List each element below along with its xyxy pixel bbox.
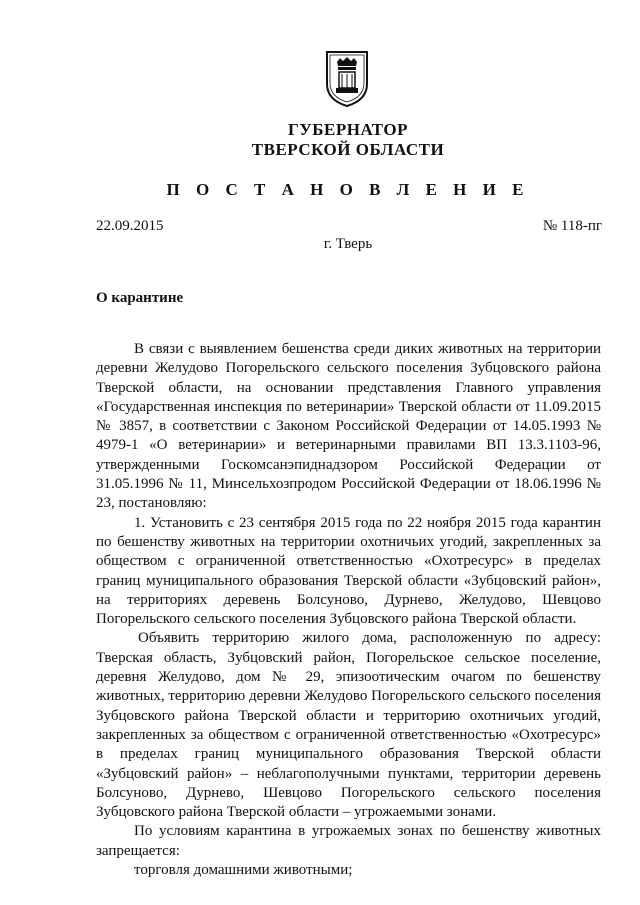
governor-title: ГУБЕРНАТОР xyxy=(288,120,408,139)
document-date: 22.09.2015 xyxy=(96,218,164,234)
paragraph-conditions: По условиям карантина в угрожаемых зонах по бешенству животных запрещается: xyxy=(96,823,601,859)
paragraph-item-1: 1. Установить с 23 сентября 2015 года по 22 ноября 2015 года карантин по бешенству животных на территории охотничьих угодий, закрепленных за обществом с ограниченной ответственностью «Охотресурс» в пределах границ муниципального образования Тверской области «Зубцовский район», на территориях деревень Болсуново, Дурнево, Желудово, Шевцово Погорельского сельского поселения Зубцовского района Тверской области. xyxy=(96,514,601,628)
paragraph-prohibition-1: торговля домашними животными; xyxy=(134,862,353,879)
document-subject: О карантине xyxy=(96,290,184,306)
region-title: ТВЕРСКОЙ ОБЛАСТИ xyxy=(251,140,445,159)
document-city: г. Тверь xyxy=(323,236,373,252)
document-body xyxy=(96,340,601,880)
document-number: № 118-пг xyxy=(542,218,602,234)
tver-coat-of-arms-icon xyxy=(325,50,369,108)
paragraph-preamble: В связи с выявлением бешенства среди диких животных на территории деревни Желудово Погорельского сельского поселения Зубцовского района Тверской области, на основании представления Главного управления «Государственная инспекция по ветеринарии» Тверской области от 11.09.2015 № 3857, в соответствии с Законом Российской Федерации от 14.05.1993 № 4979-1 «О ветеринарии» и ветеринарными правилами ВП 13.3.1103-96, утвержденными Госкомсанэпиднадзором Российской Федерации от 31.05.1996 № 11, Минсельхозпродом Российской Федерации от 18.06.1996 № 23, постановляю: xyxy=(96,341,601,512)
paragraph-declaration: Объявить территорию жилого дома, расположенную по адресу: Тверская область, Зубцовский район, Погорельское сельское поселение, деревня Желудово, дом № 29, эпизоотическим очагом по бешенству животных, территорию деревни Желудово Погорельского сельского поселения Зубцовского района Тверской области и территорию охотничьих угодий, закрепленных за обществом с ограниченной ответственностью «Охотресурс» в пределах границ муниципального образования Тверской области «Зубцовский район» – неблагополучными пунктами, территории деревень Болсуново, Дурнево, Шевцово Погорельского сельского поселения Зубцовского района Тверской области – угрожаемыми зонами. xyxy=(96,630,601,821)
document-type: П О С Т А Н О В Л Е Н И Е xyxy=(166,180,530,199)
